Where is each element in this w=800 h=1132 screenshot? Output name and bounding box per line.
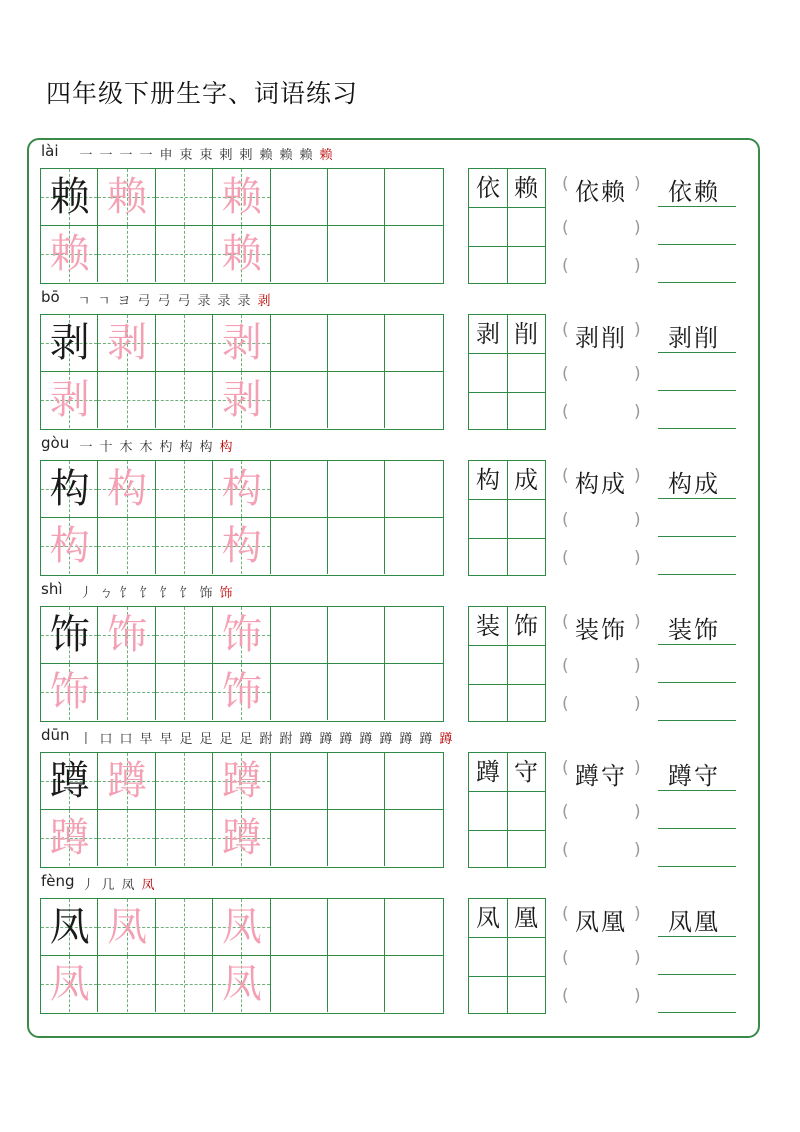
- stroke-step: 饣: [179, 586, 193, 601]
- trace-char: 赖: [107, 174, 148, 220]
- write-line[interactable]: [658, 536, 736, 537]
- paren-close: ): [634, 904, 641, 924]
- write-line[interactable]: [658, 574, 736, 575]
- word-grid[interactable]: [468, 168, 546, 284]
- writing-grid[interactable]: [40, 168, 444, 284]
- stroke-step: 蹲: [439, 732, 453, 747]
- stroke-step: 足: [199, 732, 213, 747]
- stroke-step: 蹲: [399, 732, 413, 747]
- paren-close: ): [634, 802, 641, 822]
- trace-char: 凤: [221, 960, 262, 1007]
- stroke-step: 录: [217, 294, 231, 309]
- stroke-step: 剥: [257, 294, 271, 309]
- grid-cell[interactable]: [328, 899, 385, 956]
- stroke-step: 丿: [79, 586, 93, 601]
- word-grid[interactable]: [468, 314, 546, 430]
- stroke-step: ㄅ: [99, 586, 113, 601]
- underline-word: 凤凰: [668, 908, 720, 936]
- trace-char: 蹲: [49, 814, 90, 861]
- trace-char: 构: [221, 522, 262, 569]
- write-line[interactable]: [658, 790, 736, 791]
- stroke-order: [76, 436, 236, 454]
- stroke-step: 蹲: [299, 732, 313, 747]
- trace-char: 凤: [221, 904, 262, 950]
- paren-open: (: [562, 948, 569, 968]
- word-char: 成: [514, 466, 538, 494]
- stroke-step: 弓: [177, 294, 191, 309]
- grid-cell[interactable]: [385, 956, 442, 1013]
- write-line[interactable]: [658, 644, 736, 645]
- grid-cell[interactable]: [385, 607, 442, 664]
- stroke-step: 构: [199, 440, 213, 455]
- stroke-step: 赖: [319, 148, 333, 163]
- word-char: 守: [514, 758, 538, 786]
- grid-cell[interactable]: [271, 956, 328, 1013]
- writing-grid[interactable]: [40, 898, 444, 1014]
- paren-open: (: [562, 986, 569, 1006]
- paren-close: ): [634, 612, 641, 632]
- grid-cell[interactable]: [156, 461, 213, 518]
- paren-close: ): [634, 510, 641, 530]
- trace-char: 构: [49, 522, 90, 569]
- model-char: 蹲: [49, 758, 90, 804]
- paren-open: (: [562, 364, 569, 384]
- trace-char: 饰: [221, 668, 262, 715]
- paren-open: (: [562, 320, 569, 340]
- stroke-step: 赖: [279, 148, 293, 163]
- grid-cell[interactable]: [271, 899, 328, 956]
- stroke-step: ヨ: [117, 294, 131, 309]
- stroke-step: 丿: [81, 878, 95, 893]
- trace-char: 蹲: [221, 814, 262, 861]
- stroke-step: 跗: [279, 732, 293, 747]
- paren-close: ): [634, 840, 641, 860]
- stroke-step: 丨: [79, 732, 93, 747]
- grid-cell[interactable]: [156, 315, 213, 372]
- stroke-step: 早: [139, 732, 153, 747]
- grid-cell[interactable]: [156, 753, 213, 810]
- stroke-step: 蹲: [339, 732, 353, 747]
- paren-word: 装饰: [575, 616, 627, 644]
- model-char: 凤: [49, 904, 90, 950]
- write-line[interactable]: [658, 206, 736, 207]
- word-char: 剥: [476, 320, 500, 348]
- write-line[interactable]: [658, 390, 736, 391]
- model-char: 剥: [49, 320, 90, 366]
- paren-close: ): [634, 694, 641, 714]
- grid-cell[interactable]: [156, 899, 213, 956]
- grid-cell[interactable]: [385, 169, 442, 226]
- grid-cell[interactable]: [385, 226, 442, 283]
- paren-word: 构成: [575, 470, 627, 498]
- paren-open: (: [562, 548, 569, 568]
- write-line[interactable]: [658, 1012, 736, 1013]
- paren-open: (: [562, 612, 569, 632]
- stroke-step: 蹲: [359, 732, 373, 747]
- stroke-step: 几: [101, 878, 115, 893]
- paren-open: (: [562, 840, 569, 860]
- word-char: 削: [514, 320, 538, 348]
- grid-cell[interactable]: [385, 899, 442, 956]
- trace-char: 蹲: [221, 758, 262, 804]
- trace-char: 剥: [107, 320, 148, 366]
- write-line[interactable]: [658, 682, 736, 683]
- word-char: 凤: [476, 904, 500, 932]
- word-grid[interactable]: [468, 460, 546, 576]
- paren-open: (: [562, 510, 569, 530]
- trace-char: 剥: [221, 320, 262, 366]
- pinyin-label: bō: [41, 288, 60, 306]
- stroke-step: 蹲: [419, 732, 433, 747]
- paren-close: ): [634, 656, 641, 676]
- underline-word: 剥削: [668, 324, 720, 352]
- paren-word: 凤凰: [575, 908, 627, 936]
- grid-cell[interactable]: [385, 664, 442, 721]
- write-line[interactable]: [658, 720, 736, 721]
- paren-open: (: [562, 256, 569, 276]
- stroke-step: 饣: [119, 586, 133, 601]
- writing-grid[interactable]: [40, 460, 444, 576]
- trace-char: 饰: [107, 612, 148, 658]
- grid-cell[interactable]: [385, 461, 442, 518]
- paren-close: ): [634, 986, 641, 1006]
- model-char: 赖: [49, 174, 90, 220]
- stroke-step: 一: [79, 148, 93, 163]
- grid-cell[interactable]: [328, 226, 385, 283]
- stroke-step: 木: [139, 440, 153, 455]
- stroke-step: 十: [99, 440, 113, 455]
- stroke-step: 一: [79, 440, 93, 455]
- grid-cell[interactable]: [156, 226, 213, 283]
- paren-close: ): [634, 548, 641, 568]
- stroke-step: 剌: [239, 148, 253, 163]
- grid-cell[interactable]: [98, 518, 155, 575]
- write-line[interactable]: [658, 498, 736, 499]
- paren-close: ): [634, 364, 641, 384]
- model-char: 构: [49, 466, 90, 512]
- trace-char: 凤: [49, 960, 90, 1007]
- word-char: 赖: [514, 174, 538, 202]
- grid-cell[interactable]: [98, 956, 155, 1013]
- stroke-step: 赖: [259, 148, 273, 163]
- underline-word: 构成: [668, 470, 720, 498]
- writing-grid[interactable]: [40, 752, 444, 868]
- stroke-step: 足: [219, 732, 233, 747]
- write-line[interactable]: [658, 974, 736, 975]
- word-char: 蹲: [476, 758, 500, 786]
- word-char: 依: [476, 174, 500, 202]
- paren-open: (: [562, 758, 569, 778]
- grid-cell[interactable]: [98, 226, 155, 283]
- paren-close: ): [634, 948, 641, 968]
- grid-cell[interactable]: [385, 315, 442, 372]
- paren-close: ): [634, 174, 641, 194]
- paren-word: 剥削: [575, 324, 627, 352]
- stroke-step: 束: [179, 148, 193, 163]
- writing-grid[interactable]: [40, 314, 444, 430]
- paren-open: (: [562, 174, 569, 194]
- grid-cell[interactable]: [271, 518, 328, 575]
- grid-cell[interactable]: [328, 956, 385, 1013]
- word-grid[interactable]: [468, 606, 546, 722]
- stroke-step: 足: [239, 732, 253, 747]
- stroke-step: 饣: [139, 586, 153, 601]
- trace-char: 赖: [221, 230, 262, 277]
- practice-row: [0, 138, 800, 284]
- stroke-step: 凤: [141, 878, 155, 893]
- model-char: 饰: [49, 612, 90, 658]
- word-char: 凰: [514, 904, 538, 932]
- write-line[interactable]: [658, 244, 736, 245]
- grid-cell[interactable]: [271, 607, 328, 664]
- grid-cell[interactable]: [156, 810, 213, 867]
- practice-row: [0, 868, 800, 1014]
- grid-cell[interactable]: [328, 315, 385, 372]
- trace-char: 构: [221, 466, 262, 512]
- writing-grid[interactable]: [40, 606, 444, 722]
- grid-cell[interactable]: [156, 169, 213, 226]
- stroke-step: 弓: [137, 294, 151, 309]
- write-line[interactable]: [658, 282, 736, 283]
- stroke-step: 录: [237, 294, 251, 309]
- stroke-order: [76, 728, 456, 746]
- stroke-step: 申: [159, 148, 173, 163]
- grid-cell[interactable]: [271, 169, 328, 226]
- grid-cell[interactable]: [271, 810, 328, 867]
- page-title: 四年级下册生字、词语练习: [46, 79, 359, 108]
- pinyin-label: fèng: [41, 872, 75, 890]
- stroke-order: [74, 290, 274, 308]
- paren-close: ): [634, 218, 641, 238]
- paren-open: (: [562, 904, 569, 924]
- grid-cell[interactable]: [328, 607, 385, 664]
- stroke-step: 饰: [199, 586, 213, 601]
- write-line[interactable]: [658, 866, 736, 867]
- word-grid[interactable]: [468, 898, 546, 1014]
- paren-close: ): [634, 466, 641, 486]
- grid-cell[interactable]: [98, 664, 155, 721]
- stroke-step: 饣: [159, 586, 173, 601]
- trace-char: 赖: [221, 174, 262, 220]
- grid-cell[interactable]: [98, 372, 155, 429]
- paren-open: (: [562, 802, 569, 822]
- stroke-step: 录: [197, 294, 211, 309]
- underline-word: 依赖: [668, 178, 720, 206]
- stroke-order: [76, 144, 336, 162]
- word-char: 装: [476, 612, 500, 640]
- stroke-step: 跗: [259, 732, 273, 747]
- stroke-step: 一: [119, 148, 133, 163]
- write-line[interactable]: [658, 936, 736, 937]
- paren-open: (: [562, 694, 569, 714]
- underline-word: 装饰: [668, 616, 720, 644]
- underline-word: 蹲守: [668, 762, 720, 790]
- stroke-step: 口: [99, 732, 113, 747]
- grid-cell[interactable]: [271, 664, 328, 721]
- stroke-order: [78, 874, 158, 892]
- stroke-step: 赖: [299, 148, 313, 163]
- pinyin-label: shì: [41, 580, 63, 598]
- paren-close: ): [634, 320, 641, 340]
- word-char: 饰: [514, 612, 538, 640]
- grid-cell[interactable]: [156, 607, 213, 664]
- paren-open: (: [562, 402, 569, 422]
- stroke-step: 足: [179, 732, 193, 747]
- stroke-step: ㄱ: [77, 294, 91, 309]
- pinyin-label: lài: [41, 142, 59, 160]
- grid-cell[interactable]: [328, 664, 385, 721]
- grid-cell[interactable]: [328, 518, 385, 575]
- grid-cell[interactable]: [385, 518, 442, 575]
- stroke-step: 弓: [157, 294, 171, 309]
- practice-row: [0, 430, 800, 576]
- grid-cell[interactable]: [271, 372, 328, 429]
- paren-open: (: [562, 218, 569, 238]
- grid-cell[interactable]: [156, 664, 213, 721]
- stroke-step: 蹲: [319, 732, 333, 747]
- trace-char: 剥: [221, 376, 262, 423]
- write-line[interactable]: [658, 828, 736, 829]
- stroke-step: 一: [99, 148, 113, 163]
- stroke-step: 束: [199, 148, 213, 163]
- stroke-step: 一: [139, 148, 153, 163]
- practice-row: [0, 576, 800, 722]
- stroke-step: 杓: [159, 440, 173, 455]
- practice-row: [0, 722, 800, 868]
- trace-char: 剥: [49, 376, 90, 423]
- word-grid[interactable]: [468, 752, 546, 868]
- grid-cell[interactable]: [98, 810, 155, 867]
- pinyin-label: gòu: [41, 434, 70, 452]
- paren-word: 依赖: [575, 178, 627, 206]
- stroke-step: 构: [179, 440, 193, 455]
- grid-cell[interactable]: [328, 810, 385, 867]
- grid-cell[interactable]: [385, 810, 442, 867]
- word-char: 构: [476, 466, 500, 494]
- practice-row: [0, 284, 800, 430]
- write-line[interactable]: [658, 352, 736, 353]
- stroke-step: ㄱ: [97, 294, 111, 309]
- grid-cell[interactable]: [385, 372, 442, 429]
- grid-cell[interactable]: [271, 461, 328, 518]
- grid-cell[interactable]: [156, 372, 213, 429]
- trace-char: 饰: [221, 612, 262, 658]
- grid-cell[interactable]: [385, 753, 442, 810]
- grid-cell[interactable]: [328, 461, 385, 518]
- grid-cell[interactable]: [328, 372, 385, 429]
- grid-cell[interactable]: [328, 169, 385, 226]
- write-line[interactable]: [658, 428, 736, 429]
- stroke-step: 构: [219, 440, 233, 455]
- grid-cell[interactable]: [271, 226, 328, 283]
- stroke-step: 木: [119, 440, 133, 455]
- paren-close: ): [634, 256, 641, 276]
- stroke-step: 蹲: [379, 732, 393, 747]
- grid-cell[interactable]: [156, 518, 213, 575]
- stroke-step: 口: [119, 732, 133, 747]
- stroke-step: 剌: [219, 148, 233, 163]
- grid-cell[interactable]: [271, 753, 328, 810]
- trace-char: 凤: [107, 904, 148, 950]
- paren-open: (: [562, 656, 569, 676]
- paren-close: ): [634, 402, 641, 422]
- grid-cell[interactable]: [271, 315, 328, 372]
- stroke-step: 凤: [121, 878, 135, 893]
- trace-char: 饰: [49, 668, 90, 715]
- paren-word: 蹲守: [575, 762, 627, 790]
- grid-cell[interactable]: [328, 753, 385, 810]
- paren-open: (: [562, 466, 569, 486]
- trace-char: 蹲: [107, 758, 148, 804]
- stroke-order: [76, 582, 236, 600]
- trace-char: 构: [107, 466, 148, 512]
- stroke-step: 饰: [219, 586, 233, 601]
- pinyin-label: dūn: [41, 726, 70, 744]
- stroke-step: 早: [159, 732, 173, 747]
- grid-cell[interactable]: [156, 956, 213, 1013]
- trace-char: 赖: [49, 230, 90, 277]
- paren-close: ): [634, 758, 641, 778]
